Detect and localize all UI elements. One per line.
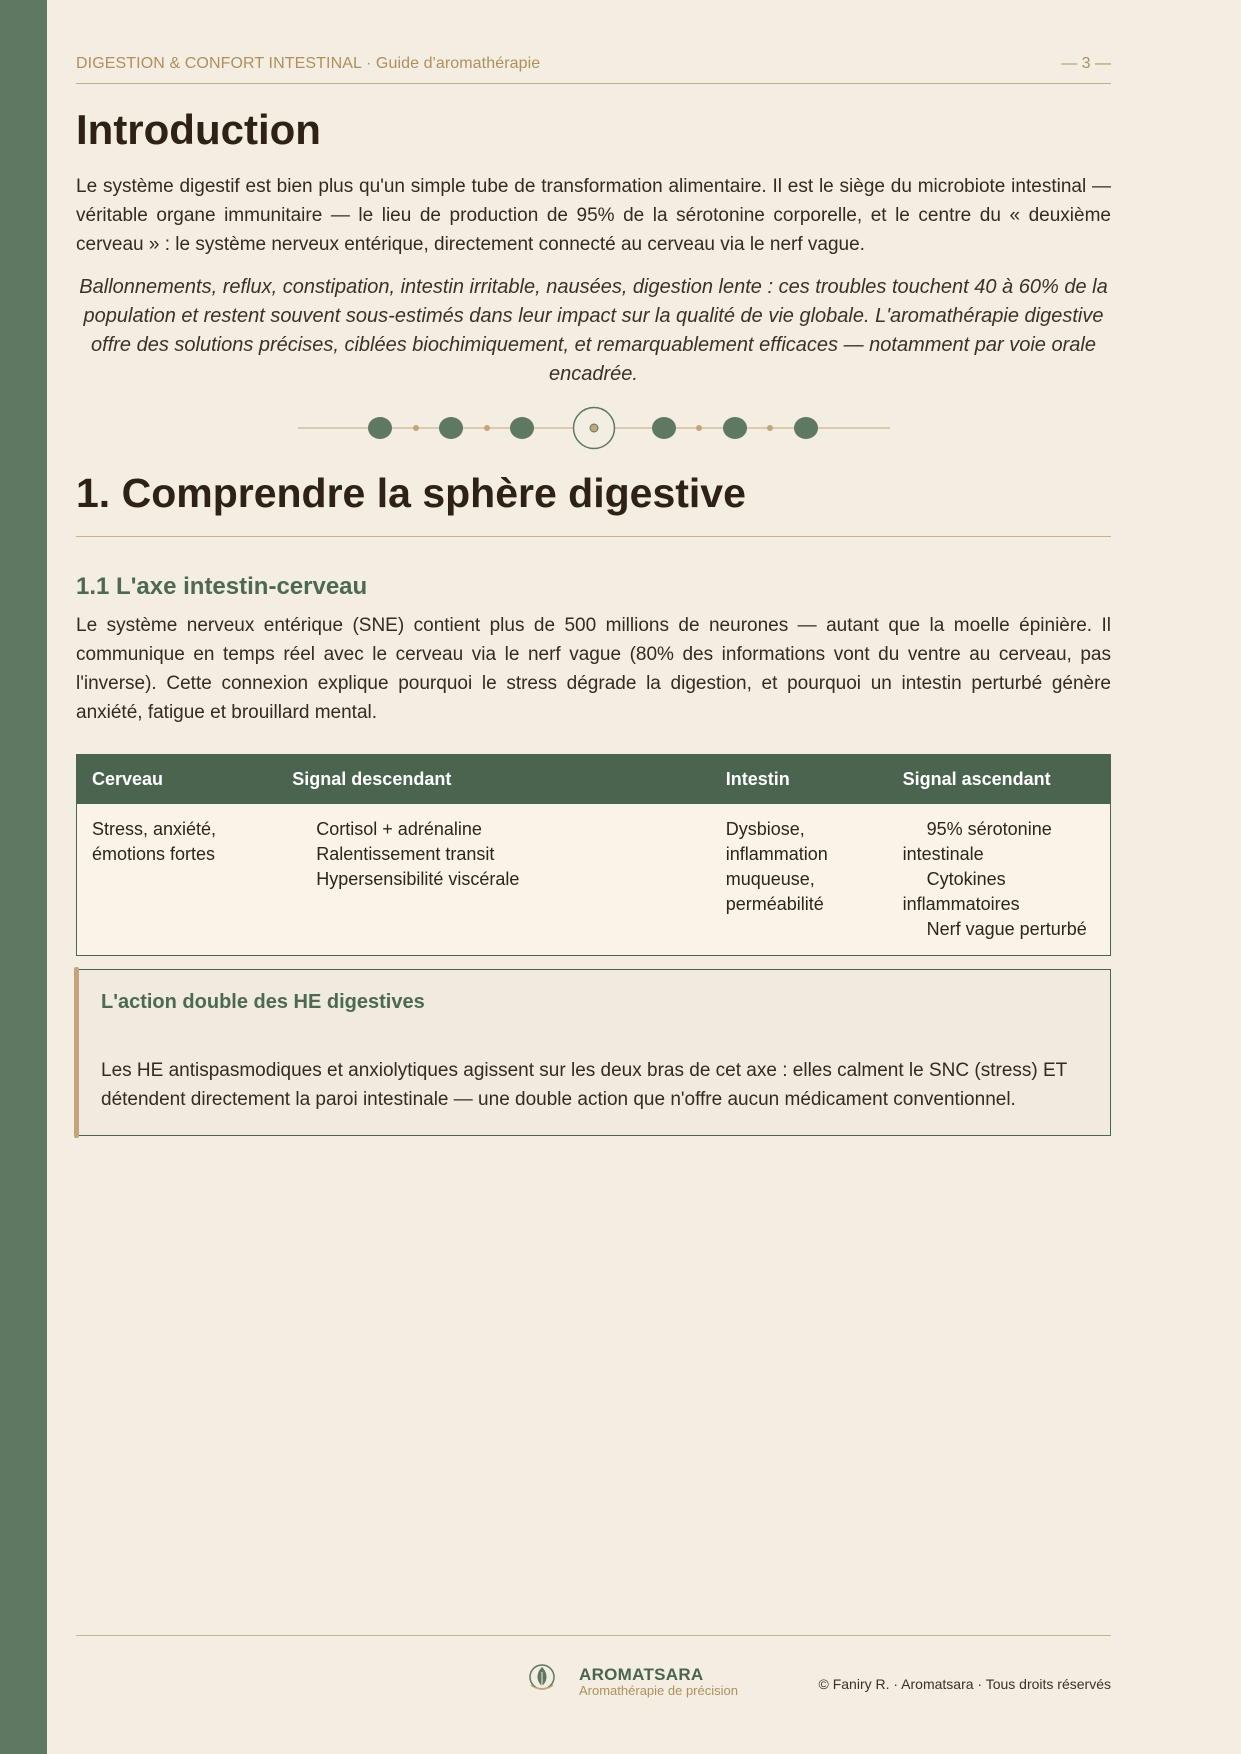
cell-cerveau — [77, 804, 278, 956]
cell-signal-descendant — [277, 804, 710, 956]
cell-intestin — [711, 804, 888, 956]
brand-tagline: Aromathérapie de précision — [579, 1683, 738, 1698]
cell-cerveau-text: Stress, anxiété, émotions fortes — [92, 819, 217, 864]
table-header-row — [77, 755, 1111, 805]
intro-title: Introduction — [76, 106, 321, 153]
brand-name: AROMATSARA — [579, 1665, 704, 1684]
divider-dot — [439, 417, 463, 439]
divider-small-dot — [696, 425, 702, 431]
divider-dot — [794, 417, 818, 439]
ascendant-item: Cytokines inflammatoires — [902, 869, 1020, 914]
callout-text: Les HE antispasmodiques et anxiolytiques agissent sur les deux bras de cet axe : elles calment le SNC (stress) ET détendent directement la paroi intestinale — une double action que n'offre aucun médicament conventionnel. — [101, 1060, 1067, 1110]
ascendant-item: Nerf vague perturbé — [926, 919, 1087, 939]
descendant-item: Ralentissement transit — [316, 844, 495, 864]
section-title: 1. Comprendre la sphère digestive — [76, 470, 746, 516]
page-number: — 3 — — [1061, 55, 1111, 72]
section-rule — [76, 536, 1111, 537]
divider-small-dot — [767, 425, 773, 431]
cell-intestin-text: Dysbiose, inflammation muqueuse, perméabilité — [725, 819, 828, 914]
subsection-paragraph: Le système nerveux entérique (SNE) contient plus de 500 millions de neurones — autant que la moelle épinière. Il communique en temps réel avec le cerveau via le nerf vague (80% des informations vont du ventre au cerveau, pas l'inverse). Cette connexion explique pourquoi le stress dégrade la digestion, et pourquoi un intestin perturbé génère anxiété, fatigue et brouillard mental. — [76, 615, 1111, 723]
column-header-signal-descendant: Signal descendant — [277, 755, 710, 805]
intro-paragraph: Le système digestif est bien plus qu'un simple tube de transformation alimentaire. Il est le siège du microbiote intestinal — véritable organe immunitaire — le lieu de production de 95% de la sérotonine corporelle, et le centre du « deuxième cerveau » : le système nerveux entérique, directement connecté au cerveau via le nerf vague. — [76, 176, 1111, 255]
divider-center-dot — [590, 424, 598, 432]
column-header-cerveau: Cerveau — [77, 755, 278, 805]
divider-dot — [510, 417, 534, 439]
divider-dot — [368, 417, 392, 439]
divider-dot — [652, 417, 676, 439]
column-header-signal-ascendant: Signal ascendant — [888, 755, 1111, 805]
running-header — [76, 55, 1111, 84]
descendant-item: Hypersensibilité viscérale — [316, 869, 520, 889]
ornamental-divider — [298, 404, 890, 452]
divider-small-dot — [413, 425, 419, 431]
divider-small-dot — [484, 425, 490, 431]
cell-signal-ascendant — [888, 804, 1111, 956]
column-header-intestin: Intestin — [711, 755, 888, 805]
copyright: © Faniry R. · Aromatsara · Tous droits réservés — [818, 1676, 1111, 1692]
callout-accent-bar — [74, 967, 79, 1138]
footer-rule — [76, 1635, 1111, 1636]
header-title: DIGESTION & CONFORT INTESTINAL · Guide d'aromathérapie — [76, 55, 541, 72]
intro-quote: Ballonnements, reflux, constipation, intestin irritable, nausées, digestion lente : ces troubles touchent 40 à 60% de la population et restent souvent sous-estimés dans leur impact sur la qualité de vie globale. L'aromathérapie digestive offre des solutions précises, ciblées biochimiquement, et remarquablement efficaces — notamment par voie orale encadrée. — [79, 276, 1108, 385]
subsection-title: 1.1 L'axe intestin-cerveau — [76, 573, 368, 600]
descendant-item: Cortisol + adrénaline — [316, 819, 482, 839]
divider-dot — [723, 417, 747, 439]
table-row — [77, 804, 1111, 956]
callout-title: L'action double des HE digestives — [101, 991, 425, 1013]
callout-box — [76, 969, 1111, 1136]
leaf-logo-icon — [526, 1662, 558, 1694]
ascendant-item: 95% sérotonine intestinale — [902, 819, 1052, 864]
gut-brain-axis-table — [76, 754, 1111, 956]
side-band — [0, 0, 47, 1754]
